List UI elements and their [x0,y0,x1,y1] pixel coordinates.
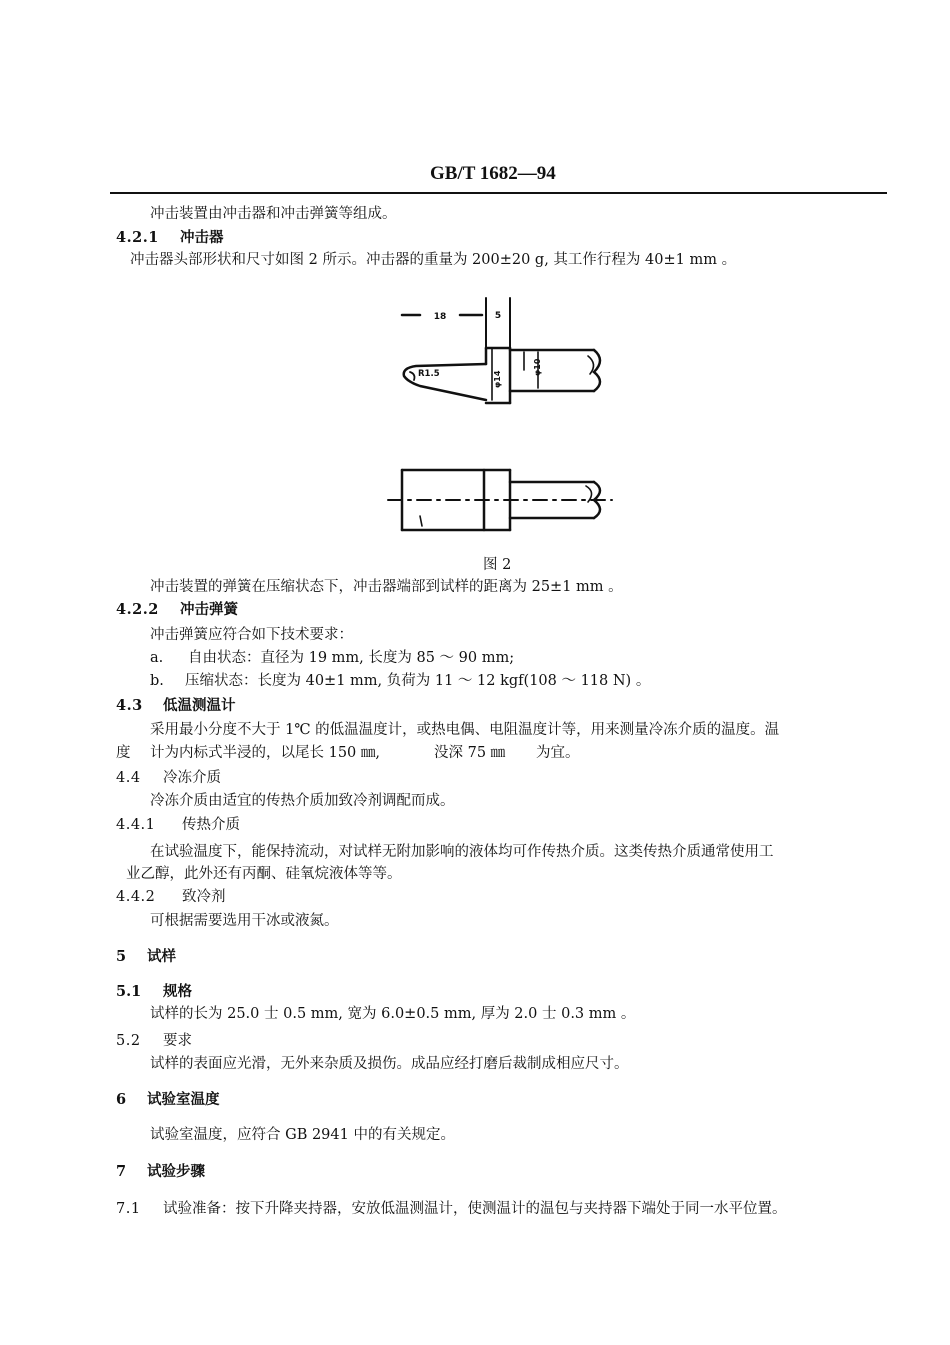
section-number: 4.2.1 [116,229,159,246]
paragraph: 试样的表面应光滑，无外来杂质及损伤。成品应经打磨后裁制成相应尺寸。 [150,1056,629,1072]
dimension-label: φ14 [493,370,502,388]
paragraph: 在试验温度下，能保持流动，对试样无附加影响的液体均可作传热介质。这类传热介质通常使用工 [150,844,774,860]
section-number: 7 [116,1163,127,1180]
section-number: 7.1 [116,1201,141,1217]
paragraph-fragment: 度 [116,745,131,761]
shaft-break [594,350,600,391]
paragraph: 试验室温度，应符合 GB 2941 中的有关规定。 [150,1127,455,1143]
paragraph: 冲击装置的弹簧在压缩状态下，冲击器端部到试样的距离为 25±1 mm 。 [150,579,623,595]
paragraph: 冷冻介质由适宜的传热介质加致冷剂调配而成。 [150,793,455,809]
header-rule [110,192,887,194]
section-number: 4.4.1 [116,817,156,833]
paragraph: 冲击器头部形状和尺寸如图 2 所示。冲击器的重量为 200±20 g, 其工作行程为 40±1 mm 。 [130,252,737,268]
section-heading: 冲击器 [180,229,224,246]
section-heading: 要求 [163,1033,192,1049]
figure-caption: 图 2 [483,557,512,573]
section-number: 5.2 [116,1033,141,1049]
section-heading: 冲击弹簧 [180,601,238,618]
section-heading: 试验室温度 [147,1091,220,1108]
dimension-label: 5 [494,311,502,321]
figure-2-drawing [380,290,620,550]
list-item: 压缩状态：长度为 40±1 mm, 负荷为 11 ～ 12 kgf(108 ～ 118 N) 。 [185,673,651,689]
section-number: 4.3 [116,697,143,714]
paragraph: 试样的长为 25.0 士 0.5 mm, 宽为 6.0±0.5 mm, 厚为 2.0 士 0.3 mm 。 [150,1006,636,1022]
section-number: 5 [116,948,127,965]
dimension-label: φ10 [533,358,542,376]
section-heading: 试样 [147,948,176,965]
paragraph-fragment: 为宜。 [536,745,580,761]
section-number: 4.2.2 [116,601,159,618]
paragraph: 冲击装置由冲击器和冲击弹簧等组成。 [150,206,397,222]
list-item: 自由状态：直径为 19 mm, 长度为 85 ～ 90 mm; [188,650,515,666]
paragraph: 试验准备：按下升降夹持器，安放低温测温计，使测温计的温包与夹持器下端处于同一水平位置。 [163,1201,787,1217]
paragraph: 可根据需要选用干冰或液氮。 [150,913,339,929]
list-marker: a. [150,650,164,666]
paragraph-fragment: 计为内标式半浸的，以尾长 150 ㎜, [150,745,381,761]
dimension-label: R1.5 [418,369,440,379]
section-number: 4.4 [116,770,141,786]
paragraph-fragment: 没深 75 ㎜ [434,745,506,761]
dimension-label: 18 [433,312,447,322]
section-heading: 传热介质 [182,817,240,833]
section-heading: 试验步骤 [147,1163,205,1180]
section-heading: 低温测温计 [163,697,236,714]
section-number: 6 [116,1091,127,1108]
document-code: GB/T 1682—94 [430,163,556,184]
impactor-tip [404,364,486,400]
paragraph: 冲击弹簧应符合如下技术要求： [150,627,353,643]
section-number: 5.1 [116,983,142,1000]
section-heading: 冷冻介质 [163,770,221,786]
paragraph: 业乙醇，此外还有丙酮、硅氧烷液体等等。 [126,866,402,882]
section-number: 4.4.2 [116,889,156,905]
paragraph: 采用最小分度不大于 1℃ 的低温温度计，或热电偶、电阻温度计等，用来测量冷冻介质的温度。温 [150,722,780,738]
section-heading: 致冷剂 [182,889,226,905]
section-heading: 规格 [163,983,192,1000]
list-marker: b. [150,673,164,689]
